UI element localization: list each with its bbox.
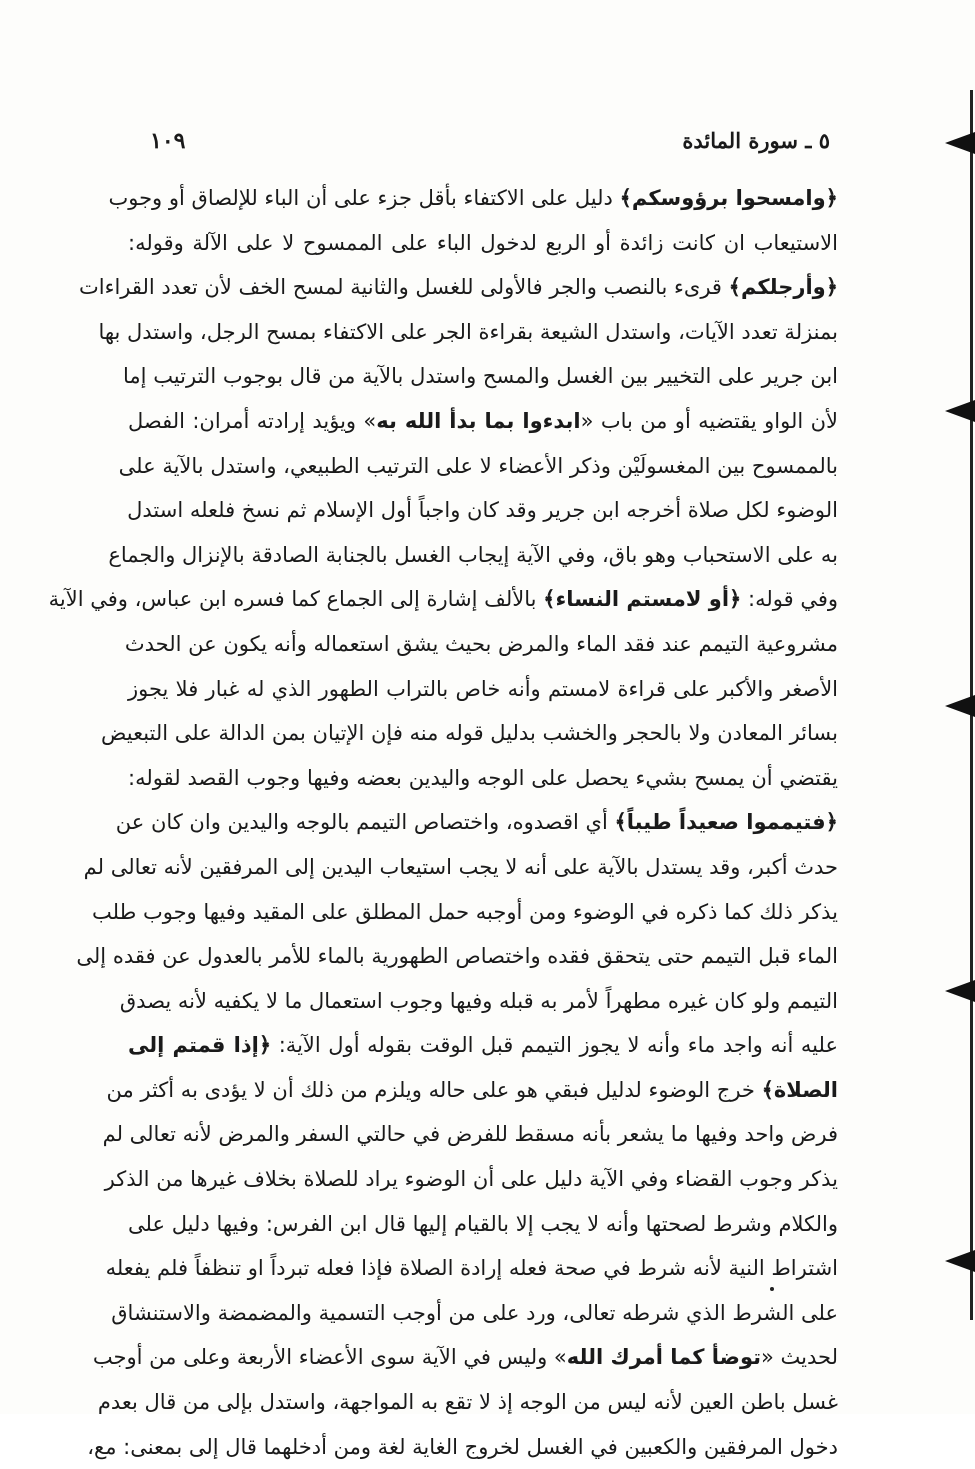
text-line <box>128 221 838 266</box>
line-text: الاستيعاب ان كانت زائدة أو الربع لدخول الباء على الممسوح لا على الآلة وقوله: <box>128 230 838 255</box>
text-line <box>83 845 838 890</box>
line-text: يقتضي أن يمسح بشيء يحصل على الوجه واليدين بعضه وفيها وجوب القصد لقوله: <box>128 765 838 790</box>
quran-quote: ﴿وأرجلكم﴾ <box>728 275 838 300</box>
text-line <box>119 979 838 1024</box>
margin-tab-mark <box>945 695 975 717</box>
text-line <box>111 1291 838 1336</box>
line-text: دخول المرفقين والكعبين في الغسل لخروج الغاية لغة ومن أدخلهما قال إلى بمعنى: مع، <box>87 1434 838 1459</box>
text-line <box>118 444 838 489</box>
text-line <box>115 800 838 845</box>
hadith-quote: توضأ كما أمرك الله <box>566 1345 762 1370</box>
text-line <box>128 667 838 712</box>
line-text: حدث أكبر، وقد يستدل بالآية على أنه لا يجب استيعاب اليدين إلى المرفقين لأنه تعالى لم <box>83 854 838 879</box>
line-text: » وليس في الآية سوى الأعضاء الأربعة وعلى من أوجب <box>92 1345 567 1370</box>
text-line <box>105 1246 838 1291</box>
line-text: به على الاستحباب وهو باق، وفي الآية إيجاب الغسل بالجنابة الصادقة بالإنزال والجماع <box>108 542 838 567</box>
margin-tab-mark <box>945 1250 975 1272</box>
text-line <box>128 756 838 801</box>
text-line <box>128 1023 838 1068</box>
chapter-title: ٥ ـ سورة المائدة <box>682 128 830 153</box>
line-text: لأن الواو يقتضيه أو من باب « <box>580 408 838 433</box>
line-text: غسل باطن العين لأنه ليس من الوجه إذ لا تقع به المواجهة، واستدل بإلى من قال بعدم <box>97 1390 838 1415</box>
line-text: بالألف إشارة إلى الجماع كما فسره ابن عباس، وفي الآية <box>48 587 544 612</box>
line-text: مشروعية التيمم عند فقد الماء والمرض بحيث يشق استعماله وأنه يكون عن الحدث <box>124 631 838 656</box>
line-text: على الشرط الذي شرطه تعالى، ورد على من أوجب التسمية والمضمضة والاستنشاق <box>111 1300 838 1325</box>
page-number: ١٠٩ <box>150 128 186 154</box>
line-text: » ويؤيد إرادته أمران: الفصل <box>128 408 377 433</box>
text-line <box>97 1380 838 1425</box>
line-text: عليه أنه واجد ماء وأنه لا يجوز التيمم قبل الوقت بقوله أول الآية: <box>271 1033 838 1058</box>
quran-quote: ﴿إذا قمتم إلى <box>128 1033 272 1058</box>
line-text: الأصغر والأكبر على قراءة لامستم وأنه خاص بالتراب الطهور الذي له غبار فلا يجوز <box>128 676 838 701</box>
page-header <box>150 128 830 168</box>
quran-quote: ﴿أو لامستم النساء﴾ <box>543 587 742 612</box>
text-line <box>48 577 838 622</box>
line-text: أي اقصدوه، واختصاص التيمم بالوجه واليدين وان كان عن <box>115 810 615 835</box>
line-text: بسائر المعادن ولا بالحجر والخشب بدليل قوله منه فإن الإتيان بمن الدالة على التبعيض <box>101 721 838 746</box>
text-line <box>123 354 838 399</box>
hadith-quote: ابدءوا بما بدأ الله به <box>376 408 581 433</box>
text-line <box>128 488 838 533</box>
line-text: بالممسوح بين المغسولَيْن وذكر الأعضاء لا على الترتيب الطبيعي، واستدل بالآية على <box>118 453 838 478</box>
line-text: بمنزلة تعدد الآيات، واستدل الشيعة بقراءة الجر على الاكتفاء بمسح الرجل، واستدل بها <box>98 319 838 344</box>
line-text: والكلام وشرط لصحتها وأنه لا يجب إلا بالقيام إليها قال ابن الفرس: وفيها دليل على <box>128 1211 838 1236</box>
line-text: قرىء بالنصب والجر فالأولى للغسل والثانية لمسح الخف لأن تعدد القراءات <box>78 275 729 300</box>
text-line <box>108 176 838 221</box>
quran-quote: ﴿وامسحوا برؤوسكم﴾ <box>619 186 838 210</box>
text-line <box>128 399 838 444</box>
line-text: الوضوء لكل صلاة أخرجه ابن جرير وقد كان واجباً أول الإسلام ثم نسخ فلعله استدل <box>127 498 838 523</box>
quran-quote: الصلاة﴾ <box>761 1077 838 1102</box>
text-line <box>108 533 838 578</box>
quran-quote: ﴿فتيمموا صعيداً طيباً﴾ <box>614 810 838 835</box>
line-text: اشتراط النية لأنه شرط في صحة فعله إرادة الصلاة فإذا فعله تبرداً او تنظفاً فلم يفعله <box>105 1256 838 1281</box>
line-text: وفي قوله: <box>741 587 838 612</box>
text-line <box>101 711 838 756</box>
text-line <box>104 1157 838 1202</box>
margin-tab-mark <box>945 132 975 154</box>
ink-dot <box>770 1287 774 1291</box>
text-line <box>78 265 838 310</box>
margin-tab-mark <box>945 400 975 422</box>
text-line <box>102 1112 838 1157</box>
line-text: خرج الوضوء لدليل فبقي هو على حاله ويلزم من ذلك أن لا يؤدى به أكثر من <box>106 1077 762 1102</box>
text-line <box>92 1335 838 1380</box>
margin-tab-mark <box>945 980 975 1002</box>
text-line <box>128 1202 838 1247</box>
line-text: فرض واحد وفيها ما يشعر بأنه مسقط للفرض في حالتي السفر والمرض لأنه تعالى لم <box>102 1122 838 1147</box>
commentary-body <box>48 176 838 1469</box>
line-text: الماء قبل التيمم حتى يتحقق فقده واختصاص الطهورية بالماء للأمر بالعدول عن فقده إلى <box>76 944 838 969</box>
line-text: ابن جرير على التخيير بين الغسل والمسح واستدل بالآية من قال بوجوب الترتيب إما <box>123 364 838 389</box>
line-text: لحديث « <box>761 1345 838 1370</box>
text-line <box>124 622 838 667</box>
line-text: التيمم ولو كان غيره مطهراً لأمر به قبله وفيها وجوب استعمال ما لا يكفيه لأنه يصدق <box>119 988 838 1013</box>
text-line <box>98 310 838 355</box>
line-text: دليل على الاكتفاء بأقل جزء على أن الباء للإلصاق أو وجوب <box>108 186 620 210</box>
text-line <box>87 1425 838 1469</box>
text-line <box>106 1068 838 1113</box>
text-line <box>76 934 838 979</box>
line-text: يذكر ذلك كما ذكره في الوضوء ومن أوجبه حمل المطلق على المقيد وفيها وجوب طلب <box>92 899 838 924</box>
line-text: يذكر وجوب القضاء وفي الآية دليل على أن الوضوء يراد للصلاة بخلاف غيرها من الذكر <box>104 1167 838 1192</box>
text-line <box>92 890 838 935</box>
